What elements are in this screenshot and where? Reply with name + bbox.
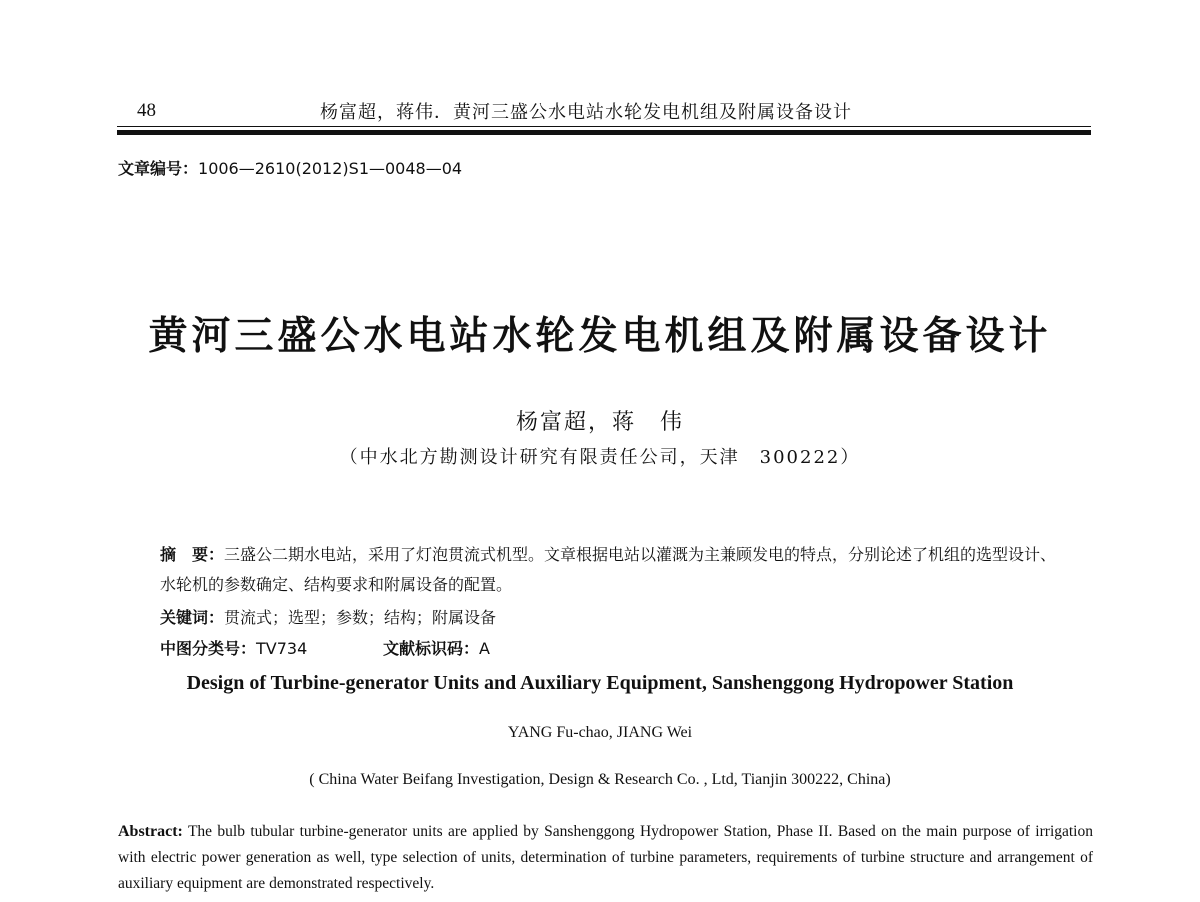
english-abstract-label: Abstract:	[118, 823, 183, 840]
chinese-abstract-label: 摘 要：	[160, 545, 225, 564]
chinese-keywords-label: 关键词：	[160, 608, 225, 627]
chinese-title: 黄河三盛公水电站水轮发电机组及附属设备设计	[148, 314, 1052, 359]
chinese-keywords	[160, 605, 496, 628]
document-code-value: A	[479, 639, 490, 658]
classification-label: 中图分类号：	[160, 639, 257, 658]
chinese-abstract-text: 三盛公二期水电站，采用了灯泡贯流式机型。文章根据电站以灌溉为主兼顾发电的特点，分别论述了机组的选型设计、水轮机的参数确定、结构要求和附属设备的配置。	[160, 545, 1057, 594]
article-number	[118, 156, 462, 179]
running-header: 杨富超，蒋伟．黄河三盛公水电站水轮发电机组及附属设备设计	[320, 102, 852, 123]
document-code-label: 文献标识码：	[383, 639, 480, 658]
chinese-authors: 杨富超，蒋 伟	[515, 410, 684, 435]
article-number-label: 文章编号：	[118, 159, 199, 178]
document-code	[383, 636, 490, 659]
chinese-abstract	[160, 540, 1060, 600]
chinese-keywords-text: 贯流式；选型；参数；结构；附属设备	[224, 608, 497, 627]
english-affiliation: ( China Water Beifang Investigation, Design & Research Co. , Ltd, Tianjin 300222, China)	[309, 771, 891, 788]
article-number-value: 1006—2610(2012)S1—0048—04	[198, 159, 463, 178]
english-abstract-text: The bulb tubular turbine-generator units are applied by Sanshenggong Hydropower Station, Phase II. Based on the main purpose of irrigation with electric power generation as well, type selection of units, determination of turbine parameters, requirements of turbine structure and arrangement of auxiliary equipment are demonstrated respectively.	[118, 823, 1093, 892]
classification-value: TV734	[256, 639, 308, 658]
page-number: 48	[137, 100, 156, 121]
header-rule-thin	[117, 126, 1091, 127]
english-abstract	[118, 819, 1093, 897]
header-rule-thick	[117, 130, 1091, 135]
english-title: Design of Turbine-generator Units and Auxiliary Equipment, Sanshenggong Hydropower Station	[186, 672, 1014, 694]
classification-number	[160, 636, 307, 659]
chinese-affiliation: （中水北方勘测设计研究有限责任公司，天津 300222）	[339, 447, 861, 468]
english-authors: YANG Fu-chao, JIANG Wei	[507, 724, 693, 741]
